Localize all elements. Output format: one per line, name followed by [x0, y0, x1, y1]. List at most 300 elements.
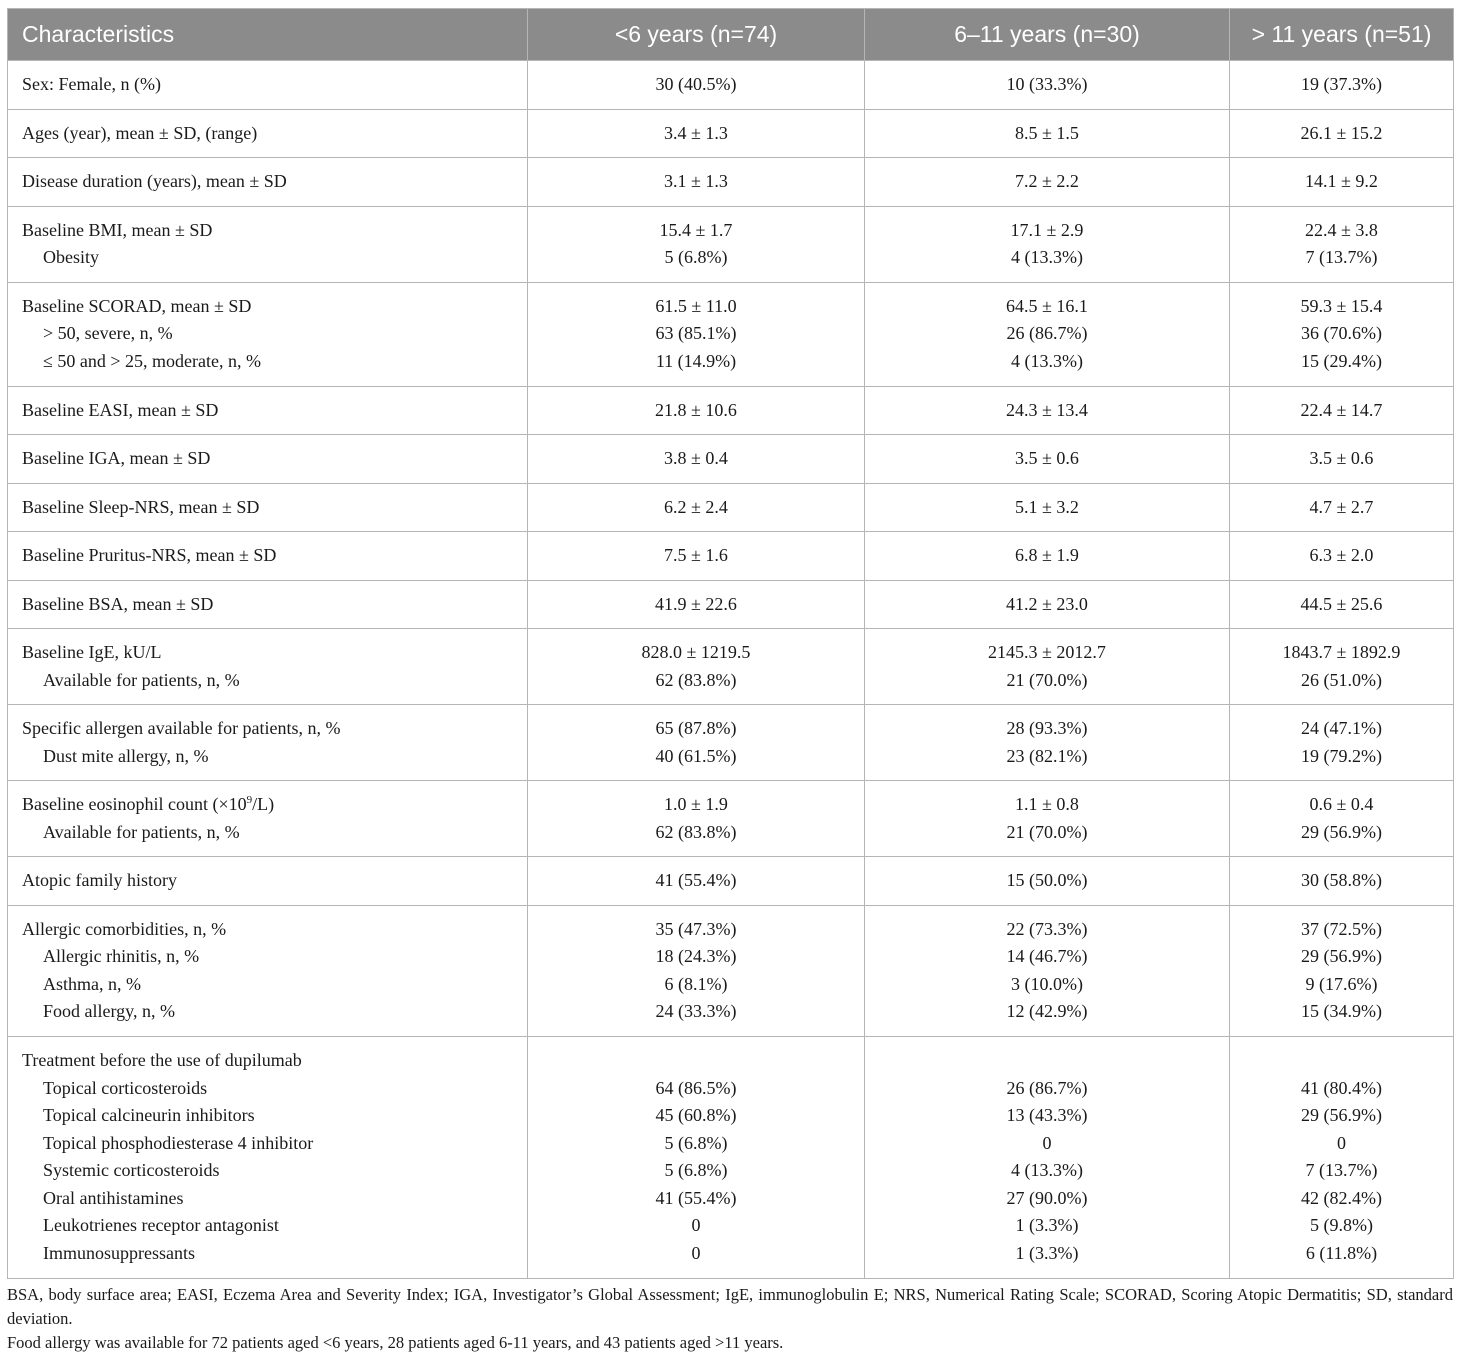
- table-row: [8, 435, 1454, 484]
- row-label-cell: [8, 483, 528, 532]
- cell-value: [1244, 71, 1439, 99]
- row-label: [22, 667, 513, 695]
- cell-value: [1244, 397, 1439, 425]
- cell-text: Ages (year), mean ± SD, (range): [22, 122, 258, 143]
- cell-text: 23 (82.1%): [1006, 745, 1088, 766]
- cell-value: [542, 293, 850, 321]
- cell-text: 6.3 ± 2.0: [1309, 545, 1374, 565]
- footnote-food-allergy: Food allergy was available for 72 patients aged <6 years, 28 patients aged 6-11 years, and 43 patients aged >11 years.: [7, 1333, 784, 1352]
- cell-value: [1244, 1075, 1439, 1103]
- cell-value: [879, 120, 1215, 148]
- cell-value: [1244, 591, 1439, 619]
- cell-value: [1244, 217, 1439, 245]
- cell-value: [1244, 348, 1439, 376]
- cell-value: [542, 542, 850, 570]
- row-label: [22, 1157, 513, 1185]
- row-label: [22, 916, 513, 944]
- cell-text: 59.3 ± 15.4: [1300, 295, 1383, 316]
- cell-value: [542, 244, 850, 272]
- row-label: [22, 1130, 513, 1158]
- cell-value: [879, 168, 1215, 196]
- cell-text: 18 (24.3%): [655, 946, 737, 966]
- exponent: 9: [246, 794, 253, 806]
- cell-value: [879, 943, 1215, 971]
- value-cell: [865, 435, 1230, 484]
- cell-text: 62 (83.8%): [655, 821, 737, 842]
- cell-text: 30 (58.8%): [1301, 870, 1382, 890]
- cell-value: [542, 1047, 850, 1075]
- cell-text: 65 (87.8%): [655, 718, 737, 738]
- cell-text: ≤ 50 and > 25, moderate, n, %: [43, 350, 261, 371]
- cell-text: 6 (8.1%): [664, 973, 728, 994]
- cell-text: Specific allergen available for patients, n, %: [22, 718, 341, 738]
- cell-text: 19 (79.2%): [1301, 745, 1382, 766]
- cell-text: Available for patients, n, %: [43, 821, 240, 842]
- value-cell: [865, 532, 1230, 581]
- value-cell: [1230, 282, 1454, 386]
- row-label: [22, 791, 513, 819]
- row-label-cell: [8, 781, 528, 857]
- cell-text: 40 (61.5%): [655, 745, 737, 766]
- value-cell: [1230, 1036, 1454, 1278]
- cell-text: Systemic corticosteroids: [43, 1160, 220, 1180]
- value-cell: [865, 1036, 1230, 1278]
- cell-value: [1244, 943, 1439, 971]
- value-cell: [528, 629, 865, 705]
- cell-value: [879, 397, 1215, 425]
- value-cell: [1230, 386, 1454, 435]
- cell-text: Baseline EASI, mean ± SD: [22, 399, 219, 420]
- cell-value: [879, 1047, 1215, 1075]
- cell-value: [542, 971, 850, 999]
- value-cell: [865, 781, 1230, 857]
- cell-value: [879, 320, 1215, 348]
- cell-text: 41.2 ± 23.0: [1006, 593, 1088, 614]
- cell-text: Baseline SCORAD, mean ± SD: [22, 295, 252, 316]
- cell-text: 41 (55.4%): [655, 870, 737, 890]
- cell-text: 30 (40.5%): [655, 74, 737, 94]
- header-over-11: > 11 years (n=51): [1230, 9, 1454, 61]
- cell-text: 5 (6.8%): [664, 1160, 728, 1180]
- cell-value: [879, 916, 1215, 944]
- table-row: [8, 158, 1454, 207]
- row-label: [22, 293, 513, 321]
- value-cell: [528, 532, 865, 581]
- value-cell: [528, 857, 865, 906]
- cell-value: [879, 217, 1215, 245]
- cell-text: Atopic family history: [22, 870, 177, 890]
- cell-value: [542, 217, 850, 245]
- value-cell: [1230, 905, 1454, 1036]
- cell-value: [542, 591, 850, 619]
- cell-text: 1 (3.3%): [1015, 1242, 1079, 1263]
- value-cell: [1230, 781, 1454, 857]
- cell-value: [879, 71, 1215, 99]
- value-cell: [865, 386, 1230, 435]
- value-cell: [1230, 580, 1454, 629]
- cell-value: [1244, 1240, 1439, 1268]
- cell-value: [879, 715, 1215, 743]
- cell-text: 35 (47.3%): [655, 918, 737, 939]
- table-footnotes: [7, 1283, 1453, 1355]
- cell-value: [879, 348, 1215, 376]
- cell-text: 10 (33.3%): [1006, 74, 1088, 94]
- cell-text: Oral antihistamines: [43, 1187, 184, 1208]
- value-cell: [865, 158, 1230, 207]
- footnote-abbreviations: BSA, body surface area; EASI, Eczema Area and Severity Index; IGA, Investigator’s Global Assessment; IgE, immunoglobulin E; NRS, Numerical Rating Scale; SCORAD, Scoring Atopic Dermatitis; SD, standard deviation.: [7, 1285, 1453, 1328]
- value-cell: [528, 580, 865, 629]
- cell-text: Baseline Pruritus-NRS, mean ± SD: [22, 545, 277, 565]
- cell-text: 9 (17.6%): [1305, 973, 1378, 994]
- row-label-cell: [8, 386, 528, 435]
- cell-value: [879, 791, 1215, 819]
- cell-value: [1244, 791, 1439, 819]
- cell-text: 24 (33.3%): [655, 1001, 737, 1021]
- cell-text: Baseline IGA, mean ± SD: [22, 448, 211, 468]
- cell-value: [1244, 120, 1439, 148]
- cell-text: Topical calcineurin inhibitors: [43, 1105, 255, 1125]
- cell-value: [1244, 639, 1439, 667]
- cell-value: [542, 867, 850, 895]
- table-row: [8, 532, 1454, 581]
- cell-text: 41.9 ± 22.6: [655, 593, 737, 614]
- value-cell: [865, 905, 1230, 1036]
- cell-text: Baseline Sleep-NRS, mean ± SD: [22, 496, 260, 517]
- cell-text: 0: [1337, 1132, 1346, 1153]
- cell-text: 0: [1042, 1132, 1052, 1153]
- row-label: [22, 217, 513, 245]
- cell-text: 0: [691, 1242, 701, 1263]
- cell-text: 5 (9.8%): [1310, 1215, 1373, 1235]
- value-cell: [528, 781, 865, 857]
- cell-value: [1244, 916, 1439, 944]
- cell-text: 14.1 ± 9.2: [1305, 171, 1378, 191]
- cell-text: 45 (60.8%): [655, 1105, 737, 1125]
- cell-value: [542, 998, 850, 1026]
- cell-value: [1244, 867, 1439, 895]
- cell-value: [542, 348, 850, 376]
- cell-text: 1.1 ± 0.8: [1015, 794, 1079, 814]
- value-cell: [528, 158, 865, 207]
- cell-value: [542, 494, 850, 522]
- cell-text: Leukotrienes receptor antagonist: [43, 1215, 279, 1235]
- cell-value: [542, 1157, 850, 1185]
- table-row: [8, 781, 1454, 857]
- row-label: [22, 1212, 513, 1240]
- cell-text: 5.1 ± 3.2: [1015, 496, 1079, 517]
- cell-value: [879, 591, 1215, 619]
- cell-text: 0.6 ± 0.4: [1309, 794, 1374, 814]
- cell-value: [1244, 1157, 1439, 1185]
- value-cell: [528, 206, 865, 282]
- value-cell: [865, 857, 1230, 906]
- cell-value: [879, 1157, 1215, 1185]
- cell-text: Baseline eosinophil count (×10: [22, 794, 247, 814]
- cell-text: 7.5 ± 1.6: [664, 545, 728, 565]
- table-row: [8, 61, 1454, 110]
- row-label: [22, 397, 513, 425]
- cell-text: Sex: Female, n (%): [22, 74, 161, 94]
- cell-value: [1244, 715, 1439, 743]
- cell-value: [542, 1212, 850, 1240]
- value-cell: [528, 61, 865, 110]
- cell-value: [1244, 320, 1439, 348]
- cell-value: [542, 397, 850, 425]
- cell-text: 12 (42.9%): [1006, 1001, 1088, 1021]
- row-label: [22, 1075, 513, 1103]
- cell-value: [879, 1130, 1215, 1158]
- row-label: [22, 71, 513, 99]
- cell-value: [1244, 1212, 1439, 1240]
- cell-text: 3.1 ± 1.3: [664, 171, 728, 191]
- characteristics-table: [7, 8, 1454, 1279]
- cell-text: 4 (13.3%): [1011, 350, 1083, 371]
- cell-value: [542, 715, 850, 743]
- cell-value: [1244, 743, 1439, 771]
- value-cell: [865, 483, 1230, 532]
- cell-text: 1843.7 ± 1892.9: [1282, 642, 1401, 662]
- unit-tail: /L): [252, 794, 275, 814]
- cell-text: Allergic comorbidities, n, %: [22, 918, 227, 939]
- cell-value: [1244, 667, 1439, 695]
- cell-text: 41 (55.4%): [655, 1187, 737, 1208]
- cell-text: 22.4 ± 3.8: [1305, 219, 1378, 240]
- cell-value: [1244, 1102, 1439, 1130]
- cell-value: [542, 791, 850, 819]
- row-label-cell: [8, 629, 528, 705]
- cell-value: [1244, 494, 1439, 522]
- value-cell: [528, 109, 865, 158]
- value-cell: [1230, 206, 1454, 282]
- cell-text: 14 (46.7%): [1006, 946, 1088, 966]
- cell-text: 5 (6.8%): [664, 247, 728, 267]
- cell-value: [542, 943, 850, 971]
- row-label: [22, 591, 513, 619]
- row-label-cell: [8, 1036, 528, 1278]
- cell-value: [542, 1102, 850, 1130]
- table-row: [8, 206, 1454, 282]
- row-label-cell: [8, 109, 528, 158]
- row-label-cell: [8, 435, 528, 484]
- cell-text: 21.8 ± 10.6: [655, 399, 737, 420]
- cell-value: [542, 445, 850, 473]
- cell-text: 3.4 ± 1.3: [664, 122, 728, 143]
- cell-text: Treatment before the use of dupilumab: [22, 1050, 302, 1070]
- cell-value: [879, 743, 1215, 771]
- cell-text: 1.0 ± 1.9: [664, 794, 728, 814]
- cell-text: 15.4 ± 1.7: [659, 219, 733, 240]
- row-label-cell: [8, 580, 528, 629]
- row-label: [22, 320, 513, 348]
- row-label-cell: [8, 282, 528, 386]
- table-row: [8, 629, 1454, 705]
- row-label-cell: [8, 905, 528, 1036]
- cell-value: [542, 320, 850, 348]
- value-cell: [1230, 435, 1454, 484]
- row-label: [22, 639, 513, 667]
- row-label-cell: [8, 158, 528, 207]
- table-container: [7, 8, 1453, 1279]
- value-cell: [528, 905, 865, 1036]
- cell-value: [879, 542, 1215, 570]
- cell-value: [879, 293, 1215, 321]
- cell-value: [542, 1240, 850, 1268]
- cell-text: 3 (10.0%): [1011, 973, 1083, 994]
- cell-text: 22.4 ± 14.7: [1300, 399, 1383, 420]
- cell-text: 26.1 ± 15.2: [1300, 122, 1383, 143]
- value-cell: [528, 483, 865, 532]
- cell-text: Immunosuppressants: [43, 1242, 195, 1263]
- cell-text: 4.7 ± 2.7: [1309, 496, 1374, 517]
- row-label: [22, 1185, 513, 1213]
- cell-text: Available for patients, n, %: [43, 669, 240, 690]
- table-row: [8, 109, 1454, 158]
- cell-text: 15 (50.0%): [1006, 870, 1088, 890]
- cell-text: 2145.3 ± 2012.7: [988, 642, 1106, 662]
- value-cell: [528, 435, 865, 484]
- cell-text: 3.5 ± 0.6: [1015, 448, 1079, 468]
- cell-value: [879, 1102, 1215, 1130]
- value-cell: [865, 282, 1230, 386]
- cell-text: 22 (73.3%): [1006, 918, 1088, 939]
- cell-value: [879, 1240, 1215, 1268]
- cell-text: 7 (13.7%): [1305, 1160, 1378, 1180]
- cell-text: Food allergy, n, %: [43, 1001, 175, 1021]
- row-label: [22, 971, 513, 999]
- cell-text: 17.1 ± 2.9: [1010, 219, 1084, 240]
- row-label: [22, 542, 513, 570]
- table-row: [8, 580, 1454, 629]
- row-label: [22, 819, 513, 847]
- cell-value: [879, 1212, 1215, 1240]
- row-label-cell: [8, 857, 528, 906]
- cell-value: [879, 445, 1215, 473]
- cell-text: 828.0 ± 1219.5: [641, 642, 751, 662]
- cell-text: 27 (90.0%): [1006, 1187, 1088, 1208]
- cell-text: 21 (70.0%): [1006, 669, 1088, 690]
- row-label: [22, 715, 513, 743]
- cell-value: [542, 1185, 850, 1213]
- row-label: [22, 943, 513, 971]
- cell-value: [1244, 1130, 1439, 1158]
- row-label: [22, 1047, 513, 1075]
- table-row: [8, 705, 1454, 781]
- cell-text: 21 (70.0%): [1006, 821, 1088, 842]
- cell-text: 13 (43.3%): [1006, 1105, 1088, 1125]
- row-label: [22, 1102, 513, 1130]
- value-cell: [1230, 483, 1454, 532]
- cell-text: 36 (70.6%): [1301, 323, 1382, 344]
- cell-value: [879, 639, 1215, 667]
- cell-value: [542, 1075, 850, 1103]
- row-label-cell: [8, 61, 528, 110]
- value-cell: [865, 206, 1230, 282]
- row-label: [22, 348, 513, 376]
- cell-text: 1 (3.3%): [1015, 1215, 1079, 1235]
- cell-value: [1244, 445, 1439, 473]
- row-label: [22, 168, 513, 196]
- cell-text: 44.5 ± 25.6: [1300, 593, 1383, 614]
- value-cell: [1230, 532, 1454, 581]
- cell-text: Baseline BMI, mean ± SD: [22, 219, 213, 240]
- cell-value: [1244, 293, 1439, 321]
- row-label: [22, 244, 513, 272]
- cell-text: 8.5 ± 1.5: [1015, 122, 1079, 143]
- cell-value: [1244, 971, 1439, 999]
- cell-text: 4 (13.3%): [1011, 1160, 1083, 1180]
- cell-value: [542, 916, 850, 944]
- value-cell: [1230, 857, 1454, 906]
- row-label: [22, 494, 513, 522]
- value-cell: [865, 61, 1230, 110]
- cell-value: [542, 639, 850, 667]
- cell-text: 3.5 ± 0.6: [1309, 448, 1374, 468]
- row-label: [22, 445, 513, 473]
- row-label: [22, 120, 513, 148]
- cell-text: 0: [691, 1215, 701, 1235]
- cell-text: 3.8 ± 0.4: [664, 448, 728, 468]
- table-row: [8, 1036, 1454, 1278]
- cell-text: Allergic rhinitis, n, %: [43, 946, 200, 966]
- header-6-11: 6–11 years (n=30): [865, 9, 1230, 61]
- cell-text: 7 (13.7%): [1305, 247, 1378, 267]
- cell-text: 29 (56.9%): [1301, 946, 1382, 966]
- cell-text: 26 (86.7%): [1006, 323, 1088, 344]
- cell-text: Asthma, n, %: [43, 973, 141, 994]
- cell-text: 19 (37.3%): [1301, 74, 1382, 94]
- cell-value: [542, 819, 850, 847]
- cell-text: 24.3 ± 13.4: [1006, 399, 1088, 420]
- value-cell: [528, 386, 865, 435]
- cell-text: 4 (13.3%): [1011, 247, 1083, 267]
- cell-text: > 50, severe, n, %: [43, 323, 173, 344]
- cell-text: 37 (72.5%): [1301, 918, 1382, 939]
- header-row: [8, 9, 1454, 61]
- cell-value: [1244, 244, 1439, 272]
- table-row: [8, 905, 1454, 1036]
- table-body: [8, 61, 1454, 1279]
- cell-text: 11 (14.9%): [655, 350, 737, 371]
- cell-value: [542, 120, 850, 148]
- cell-text: 6 (11.8%): [1305, 1242, 1378, 1263]
- row-label-cell: [8, 532, 528, 581]
- cell-text: Disease duration (years), mean ± SD: [22, 171, 287, 191]
- value-cell: [1230, 61, 1454, 110]
- cell-value: [879, 867, 1215, 895]
- cell-text: 6.2 ± 2.4: [664, 496, 728, 517]
- cell-value: [1244, 542, 1439, 570]
- header-characteristics: Characteristics: [8, 9, 528, 61]
- value-cell: [1230, 158, 1454, 207]
- value-cell: [528, 1036, 865, 1278]
- cell-value: [1244, 168, 1439, 196]
- cell-text: 15 (29.4%): [1301, 350, 1382, 371]
- cell-value: [542, 743, 850, 771]
- row-label: [22, 743, 513, 771]
- cell-text: Obesity: [43, 247, 99, 267]
- cell-value: [542, 1130, 850, 1158]
- cell-value: [1244, 1047, 1439, 1075]
- cell-value: [879, 244, 1215, 272]
- cell-value: [879, 819, 1215, 847]
- cell-text: 26 (51.0%): [1301, 669, 1382, 690]
- cell-text: 42 (82.4%): [1301, 1187, 1382, 1208]
- row-label: [22, 998, 513, 1026]
- cell-text: 63 (85.1%): [655, 323, 737, 344]
- cell-text: Dust mite allergy, n, %: [43, 745, 209, 766]
- cell-value: [542, 667, 850, 695]
- row-label-cell: [8, 206, 528, 282]
